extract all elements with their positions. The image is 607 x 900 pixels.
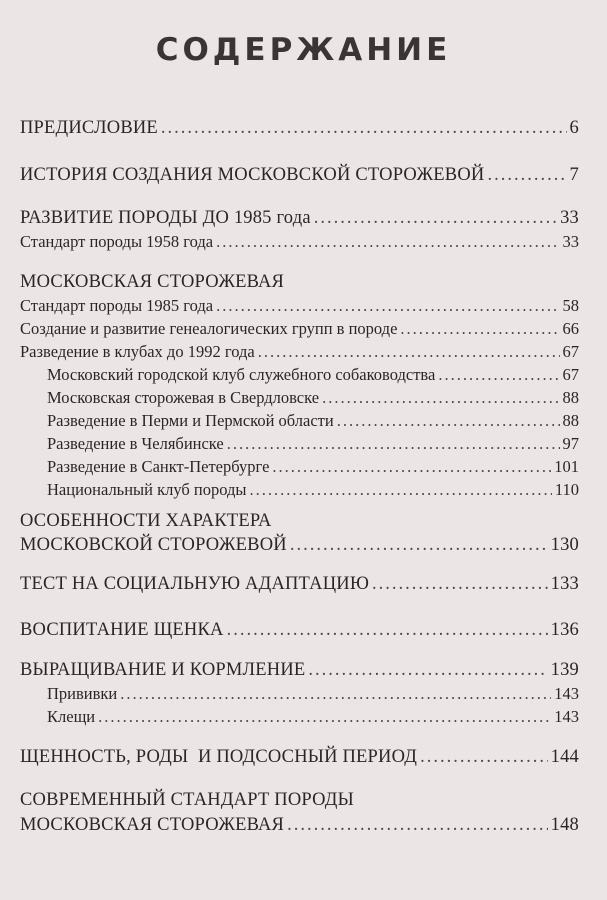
leader-dots	[372, 574, 548, 595]
toc-entry-page: 88	[562, 388, 579, 407]
toc-entry-moscow-club[interactable]	[47, 365, 579, 385]
leader-dots	[227, 620, 548, 641]
toc-entry-label: Национальный клуб породы	[47, 480, 247, 499]
leader-dots	[420, 747, 548, 768]
toc-entry-genealogical-groups[interactable]	[20, 319, 579, 339]
toc-entry-label: ТЕСТ НА СОЦИАЛЬНУЮ АДАПТАЦИЮ	[20, 574, 370, 594]
toc-entry-page: 33	[560, 208, 579, 228]
toc-section-heading: СОВРЕМЕННЫЙ СТАНДАРТ ПОРОДЫ	[20, 790, 354, 810]
toc-entry-page: 6	[569, 118, 579, 138]
toc-entry-label: МОСКОВСКАЯ СТОРОЖЕВАЯ	[20, 815, 285, 835]
leader-dots	[287, 815, 548, 836]
toc-entry-label: ВЫРАЩИВАНИЕ И КОРМЛЕНИЕ	[20, 660, 306, 680]
toc-entry-history[interactable]	[20, 165, 579, 186]
toc-entry-label: ПРЕДИСЛОВИЕ	[20, 118, 158, 138]
toc-entry-label: Стандарт породы 1985 года	[20, 296, 214, 315]
leader-dots	[322, 388, 559, 408]
toc-entry-label: РАЗВИТИЕ ПОРОДЫ ДО 1985 года	[20, 208, 311, 228]
toc-entry-label: МОСКОВСКОЙ СТОРОЖЕВОЙ	[20, 535, 287, 555]
leader-dots	[258, 342, 560, 362]
toc-entry-st-petersburg[interactable]	[47, 457, 579, 477]
toc-entry-puppy-training[interactable]	[20, 620, 579, 641]
toc-entry-label: Создание и развитие генеалогических групп в породе	[20, 319, 398, 338]
leader-dots	[216, 232, 559, 252]
toc-entry-label: Клещи	[47, 707, 96, 726]
leader-dots	[227, 434, 560, 454]
leader-dots	[400, 319, 559, 339]
toc-entry-page: 33	[562, 232, 579, 251]
leader-dots	[120, 684, 551, 704]
toc-entry-page: 110	[554, 480, 579, 499]
toc-entry-page: 66	[562, 319, 579, 338]
toc-entry-page: 136	[550, 620, 579, 640]
toc-entry-development[interactable]	[20, 208, 579, 229]
toc-entry-label: Прививки	[47, 684, 118, 703]
toc-entry-label: Разведение в клубах до 1992 года	[20, 342, 255, 361]
toc-entry-preface[interactable]	[20, 118, 579, 139]
toc-entry-label: Стандарт породы 1958 года	[20, 232, 214, 251]
leader-dots	[272, 457, 551, 477]
toc-entry-label: ИСТОРИЯ СОЗДАНИЯ МОСКОВСКОЙ СТОРОЖЕВОЙ	[20, 165, 485, 185]
toc-entry-page: 58	[562, 296, 579, 315]
toc-section-heading: МОСКОВСКАЯ СТОРОЖЕВАЯ	[20, 272, 285, 292]
toc-entry-label: Московская сторожевая в Свердловске	[47, 388, 320, 407]
toc-entry-page: 88	[562, 411, 579, 430]
leader-dots	[308, 660, 547, 681]
toc-entry-standard-1985[interactable]	[20, 296, 579, 316]
leader-dots	[161, 118, 567, 139]
toc-entry-page: 67	[562, 342, 579, 361]
toc-entry-label: ВОСПИТАНИЕ ЩЕНКА	[20, 620, 224, 640]
toc-entry-page: 143	[554, 707, 579, 726]
toc-entry-standard-1958[interactable]	[20, 232, 579, 252]
leader-dots	[216, 296, 559, 316]
leader-dots	[290, 535, 548, 556]
toc-section-heading: ОСОБЕННОСТИ ХАРАКТЕРА	[20, 511, 272, 531]
toc-entry-page: 148	[550, 815, 579, 835]
leader-dots	[438, 365, 559, 385]
toc-entry-social-test[interactable]	[20, 574, 579, 595]
toc-entry-character[interactable]	[20, 535, 579, 556]
toc-entry-label: Московский городской клуб служебного собаководства	[47, 365, 436, 384]
leader-dots	[314, 208, 557, 229]
toc-entry-page: 67	[562, 365, 579, 384]
toc-entry-whelping[interactable]	[20, 747, 579, 768]
toc-entry-modern-standard[interactable]	[20, 815, 579, 836]
toc-entry-raising-feeding[interactable]	[20, 660, 579, 681]
toc-entry-page: 144	[550, 747, 579, 767]
toc-entry-breeding-clubs[interactable]	[20, 342, 579, 362]
leader-dots	[249, 480, 551, 500]
toc-entry-chelyabinsk[interactable]	[47, 434, 579, 454]
toc-entry-sverdlovsk[interactable]	[47, 388, 579, 408]
toc-entry-page: 139	[550, 660, 579, 680]
toc-entry-ticks[interactable]	[47, 707, 579, 727]
leader-dots	[98, 707, 551, 727]
toc-entry-perm[interactable]	[47, 411, 579, 431]
toc-entry-page: 7	[569, 165, 579, 185]
toc-entry-page: 143	[554, 684, 579, 703]
toc-entry-label: ЩЕННОСТЬ, РОДЫ И ПОДСОСНЫЙ ПЕРИОД	[20, 747, 418, 767]
toc-entry-label: Разведение в Челябинске	[47, 434, 224, 453]
toc-entry-label: Разведение в Перми и Пермской области	[47, 411, 334, 430]
toc-entry-label: Разведение в Санкт-Петербурге	[47, 457, 270, 476]
toc-entry-page: 101	[554, 457, 579, 476]
leader-dots	[487, 165, 566, 186]
toc-entry-page: 97	[562, 434, 579, 453]
toc-entry-page: 133	[550, 574, 579, 594]
toc-entry-national-club[interactable]	[47, 480, 579, 500]
leader-dots	[337, 411, 560, 431]
toc-entry-vaccinations[interactable]	[47, 684, 579, 704]
toc-entry-page: 130	[550, 535, 579, 555]
page-title: СОДЕРЖАНИЕ	[155, 32, 452, 68]
